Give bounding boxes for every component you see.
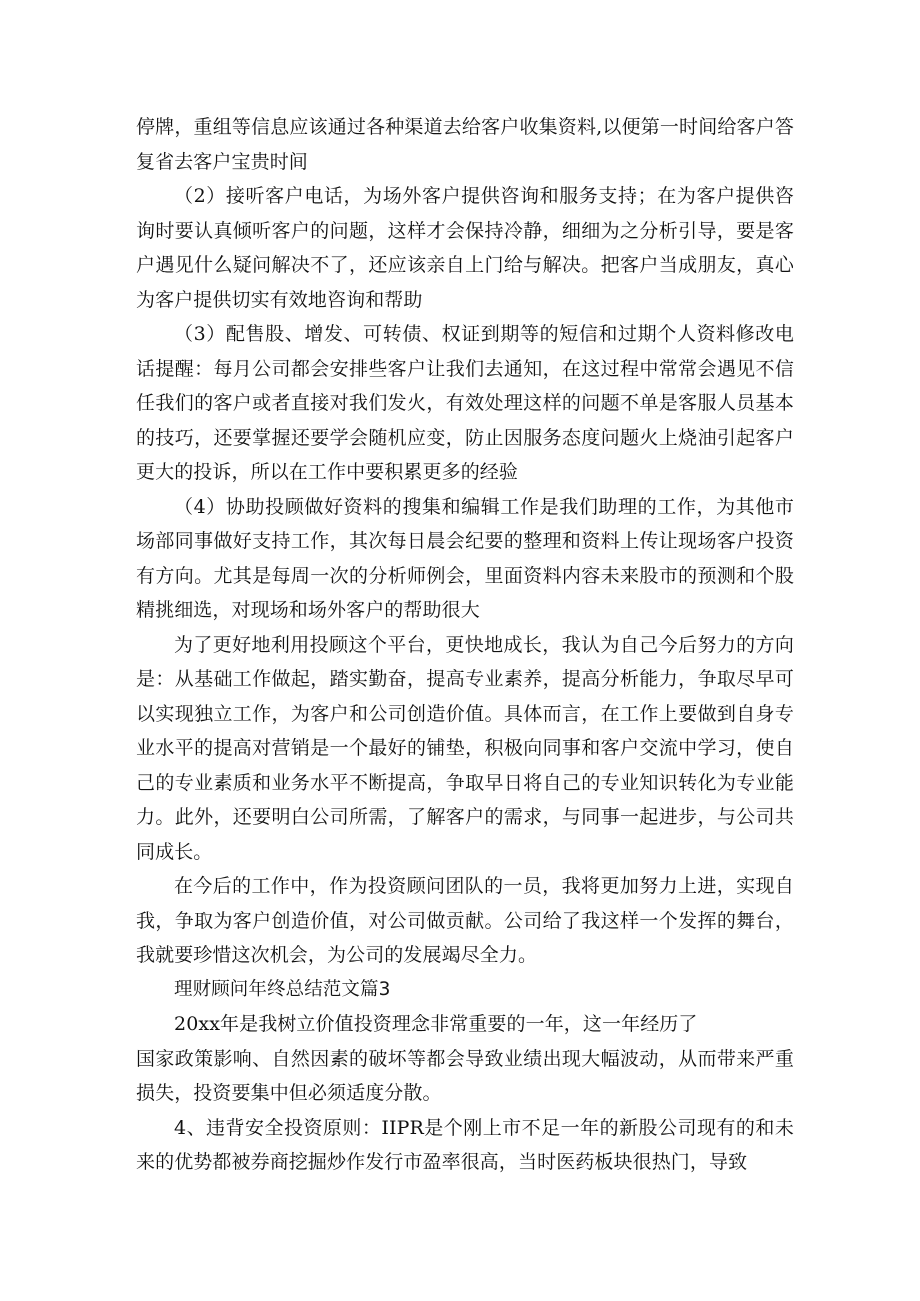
paragraph-item-2: （2）接听客户电话，为场外客户提供咨询和服务支持；在为客户提供咨询时要认真倾听客户的问题，这样才会保持冷静，细细为之分析引导，要是客户遇见什么疑问解决不了，还应该亲自上门给与解决。把客户当成朋友，真心为客户提供切实有效地咨询和帮助 — [136, 185, 794, 311]
paragraph-intro-year-line: 20xx年是我树立价值投资理念非常重要的一年，这一年经历了 — [174, 1013, 698, 1035]
paragraph-safety-principle: 4、违背安全投资原则：IIPR是个刚上市不足一年的新股公司现有的和未来的优势都被券商挖掘炒作发行市盈率很高，当时医药板块很热门，导致 — [136, 1116, 794, 1173]
section-heading: 理财顾问年终总结范文篇3 — [174, 978, 391, 1000]
paragraph-continuation: 停牌，重组等信息应该通过各种渠道去给客户收集资料,以便第一时间给客户答复省去客户宝贵时间 — [136, 116, 794, 173]
paragraph-item-3: （3）配售股、增发、可转债、权证到期等的短信和过期个人资料修改电话提醒：每月公司都会安排些客户让我们去通知，在这过程中常常会遇见不信任我们的客户或者直接对我们发火，有效处理这样的问题不单是客服人员基本的技巧，还要掌握还要学会随机应变，防止因服务态度问题火上烧油引起客户更大的投诉，所以在工作中要积累更多的经验 — [136, 323, 794, 483]
paragraph-growth-direction: 为了更好地利用投顾这个平台，更快地成长，我认为自己今后努力的方向是：从基础工作做起，踏实勤奋，提高专业素养，提高分析能力，争取尽早可以实现独立工作，为客户和公司创造价值。具体而言，在工作上要做到自身专业水平的提高对营销是一个最好的铺垫，积极向同事和客户交流中学习，使自己的专业素质和业务水平不断提高，争取早日将自己的专业知识转化为专业能力。此外，还要明白公司所需，了解客户的需求，与同事一起进步，与公司共同成长。 — [136, 633, 794, 863]
paragraph-item-4: （4）协助投顾做好资料的搜集和编辑工作是我们助理的工作，为其他市场部同事做好支持工作，其次每日晨会纪要的整理和资料上传让现场客户投资有方向。尤其是每周一次的分析师例会，里面资料内容未来股市的预测和个股精挑细选，对现场和场外客户的帮助很大 — [136, 495, 794, 621]
paragraph-policy-impact: 国家政策影响、自然因素的破坏等都会导致业绩出现大幅波动，从而带来严重损失，投资要集中但必须适度分散。 — [136, 1047, 794, 1104]
paragraph-intro-year — [136, 1007, 794, 1042]
paragraph-future-work: 在今后的工作中，作为投资顾问团队的一员，我将更加努力上进，实现自我，争取为客户创造价值，对公司做贡献。公司给了我这样一个发挥的舞台，我就要珍惜这次机会，为公司的发展竭尽全力。 — [136, 875, 794, 966]
document-body — [136, 110, 794, 1180]
